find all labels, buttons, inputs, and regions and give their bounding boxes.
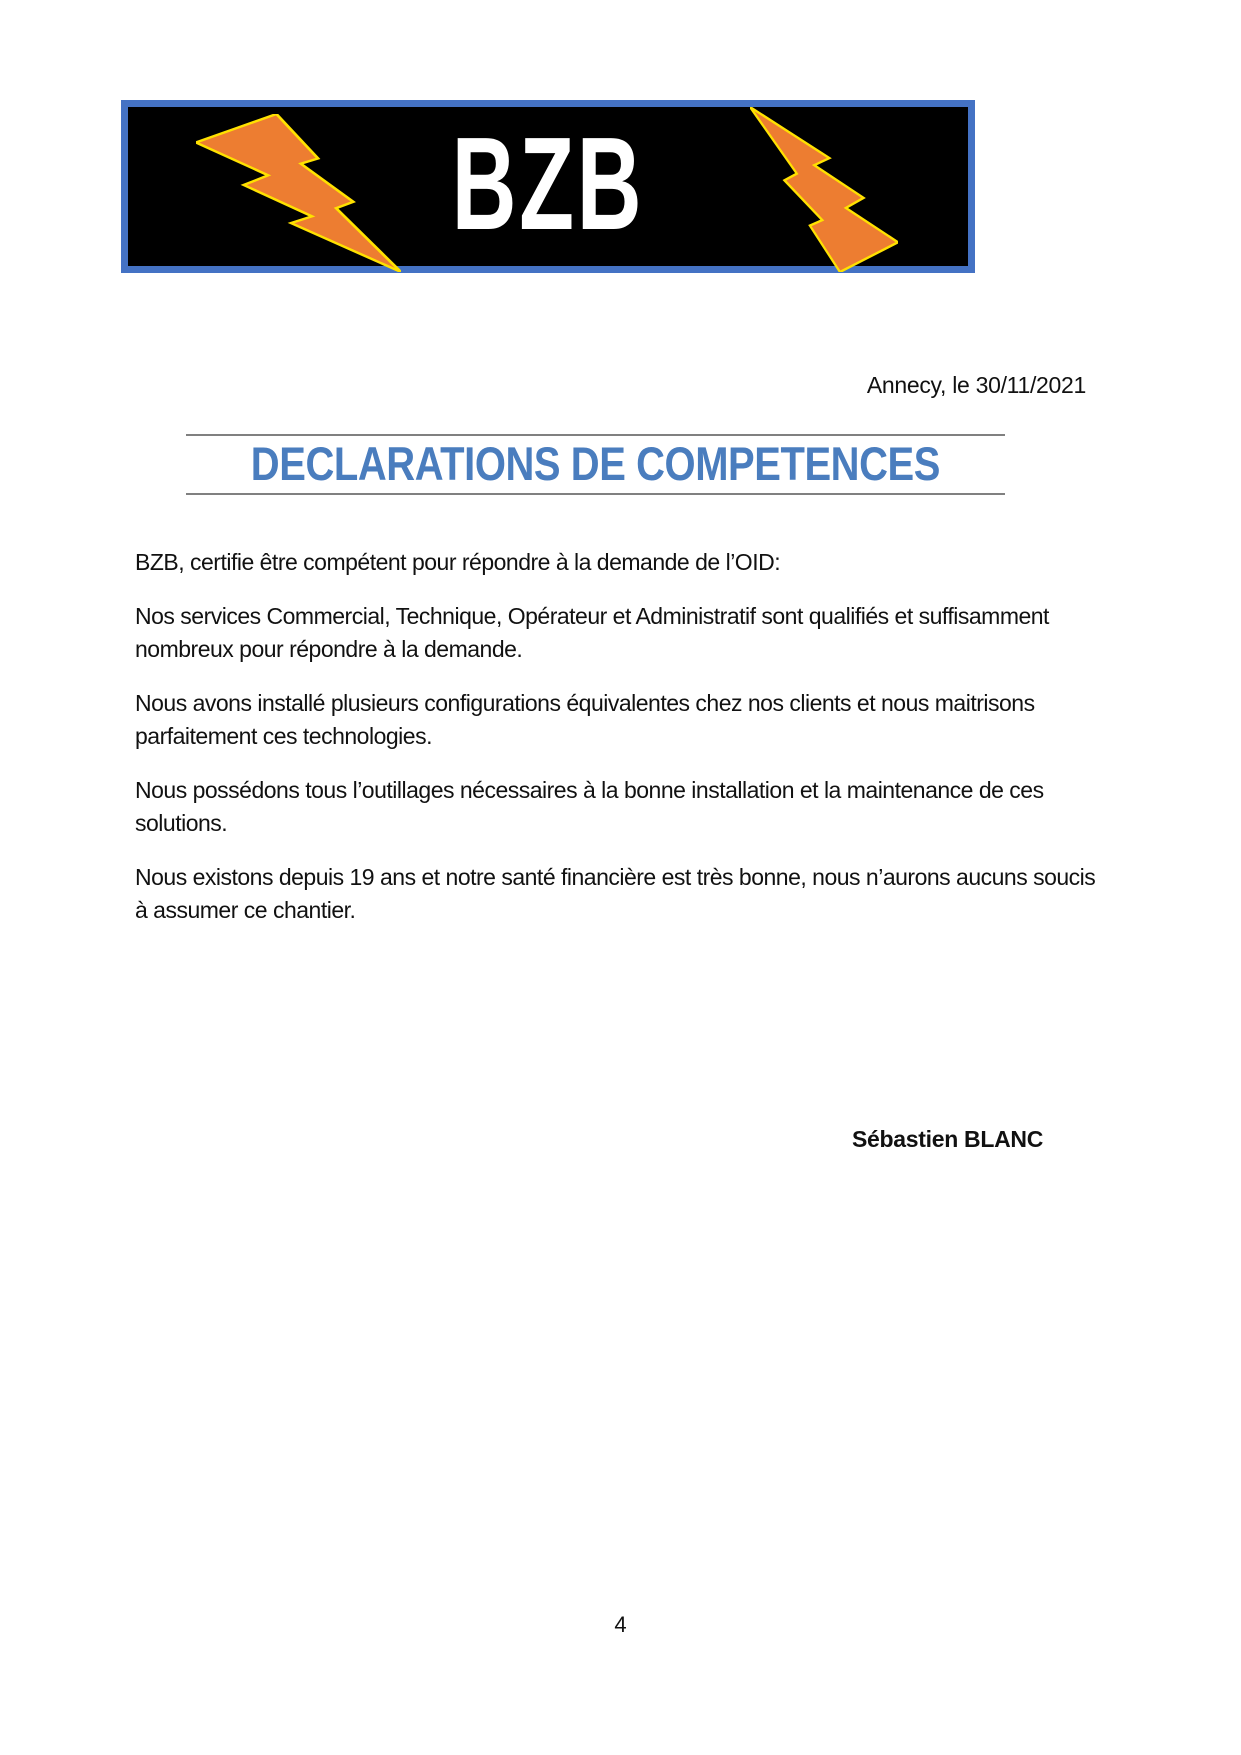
paragraph-installations: Nous avons installé plusieurs configurations équivalentes chez nos clients et nous maitrisons parfaitement ces technologies. [135, 690, 1035, 749]
date-line: Annecy, le 30/11/2021 [866, 372, 1086, 398]
company-logo-text: BZB [451, 109, 645, 257]
paragraph-sante-financiere: Nous existons depuis 19 ans et notre santé financière est très bonne, nous n’aurons aucuns soucis à assumer ce chantier. [135, 864, 1096, 923]
paragraph-certification: BZB, certifie être compétent pour répondre à la demande de l’OID: [135, 549, 781, 575]
document-title: DECLARATIONS DE COMPETENCES [250, 437, 941, 490]
page-number: 4 [614, 1612, 627, 1637]
letter-body [135, 546, 1097, 948]
lightning-bolt-icon [750, 107, 898, 272]
signature-name: Sébastien BLANC [852, 1126, 1044, 1152]
paragraph-outillage: Nous possédons tous l’outillages nécessaires à la bonne installation et la maintenance de ces solutions. [135, 777, 1044, 836]
title-block [186, 434, 1005, 495]
paragraph-services: Nos services Commercial, Technique, Opérateur et Administratif sont qualifiés et suffisamment nombreux pour répondre à la demande. [135, 603, 1049, 662]
company-logo-banner [121, 100, 975, 273]
